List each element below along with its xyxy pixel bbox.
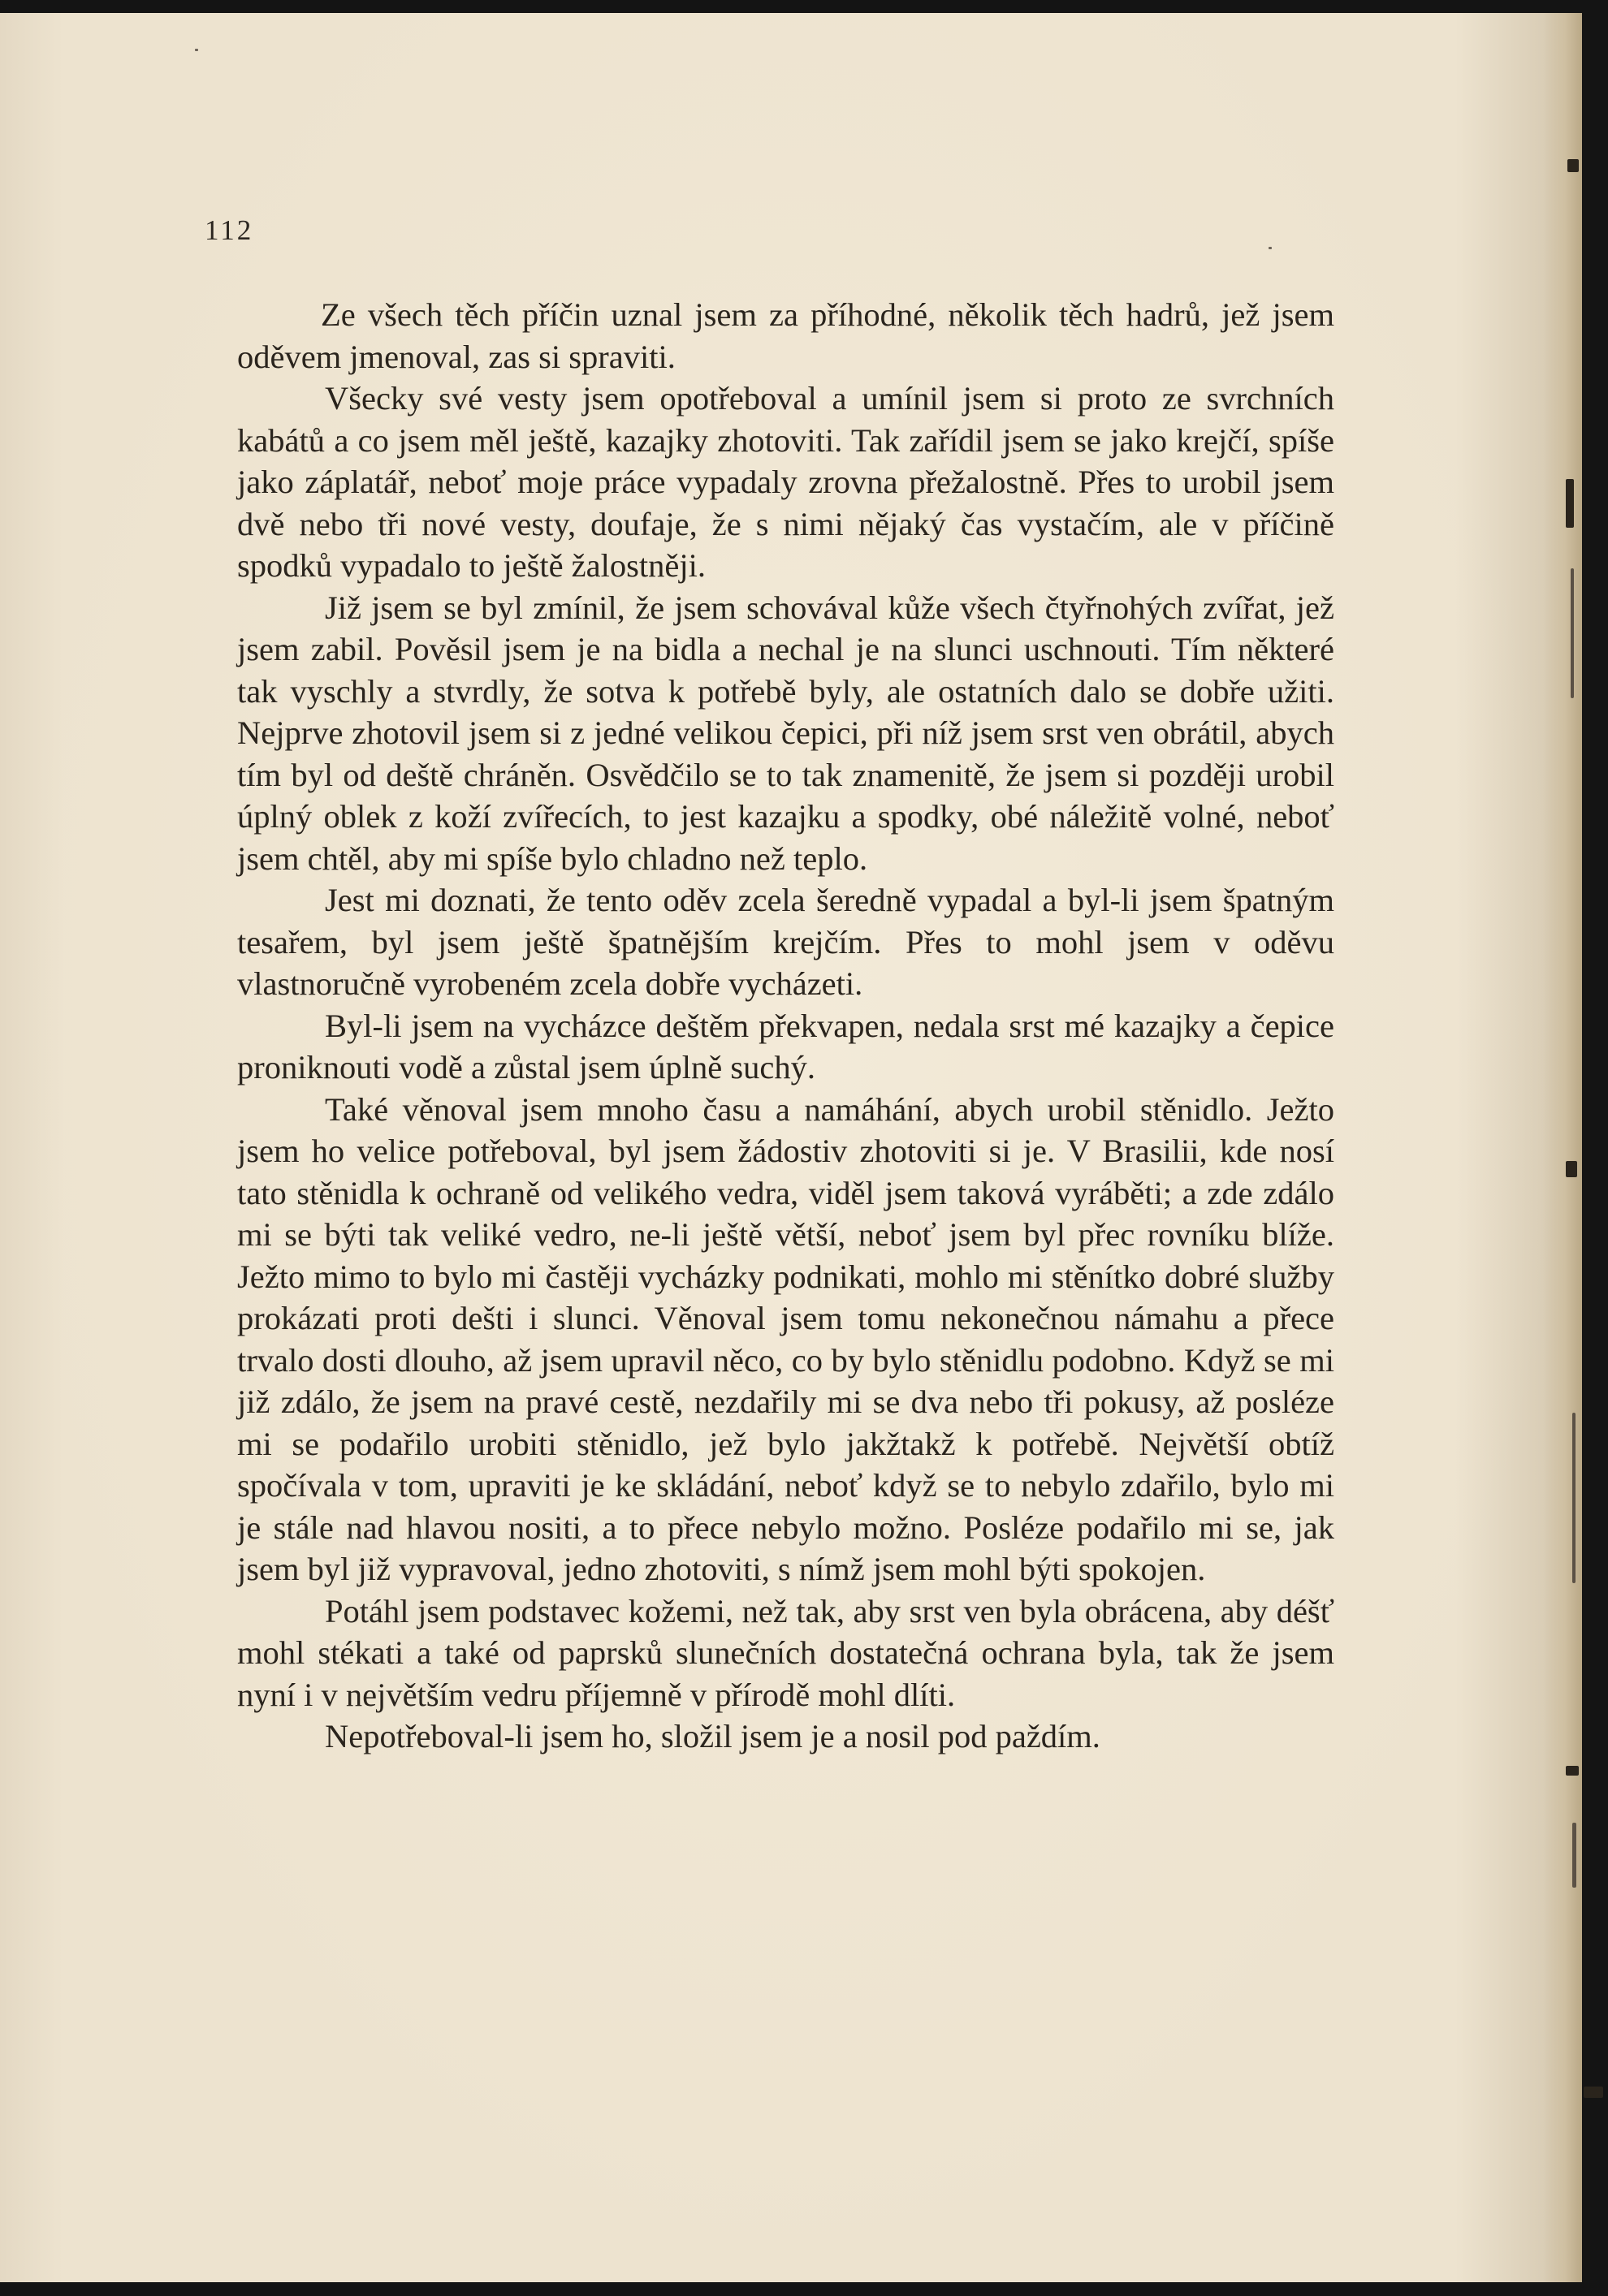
paragraph: Jest mi doznati, že tento oděv zcela šeredně vypadal a byl-li jsem špatným tesařem, byl jsem ještě špatnějším krejčím. Přes to mohl jsem v oděvu vlastnoručně vyrobeném zcela dobře vycházeti. (237, 882, 1334, 1002)
binding-mark (1566, 479, 1574, 528)
speck (1269, 247, 1272, 249)
page-edge-shadow (1543, 13, 1582, 2282)
paragraph: Všecky své vesty jsem opotřeboval a umínil jsem si proto ze svrchních kabátů a co jsem měl ještě, kazajky zhotoviti. Tak zařídil jsem se jako krejčí, spíše jako záplatář, neboť moje práce vypadaly zrovna přežalostně. Přes to urobil jsem dvě nebo tři nové vesty, doufaje, že s nimi nějaký čas vystačím, ale v příčině spodků vypadalo to ještě žalostněji. (237, 380, 1334, 584)
paragraph: Také věnoval jsem mnoho času a namáhání, abych urobil stěnidlo. Ježto jsem ho velice potřeboval, byl jsem žádostiv zhotoviti si je. V Brasilii, kde nosí tato stěnidla k ochraně od velikého vedra, viděl jsem taková vyráběti; a zde zdálo mi se býti tak veliké vedro, ne-li ještě větší, neboť jsem byl přec rovníku blíže. Ježto mimo to bylo mi častěji vycházky podnikati, mohlo mi stěnítko dobré služby prokázati proti dešti i slunci. Věnoval jsem tomu nekonečnou námahu a přece trvalo dosti dlouho, až jsem upravil něco, co by bylo stěnidlu podobno. Když se mi již zdálo, že jsem na pravé cestě, nezdařily mi se dva nebo tři pokusy, až posléze mi se podařilo urobiti stěnidlo, jež bylo jakžtakž k potřebě. Největší obtíž spočívala v tom, upraviti je ke skládání, neboť když se to nebylo zdařilo, bylo mi je stále nad hlavou nositi, a to přece nebylo možno. Posléze podařilo mi se, jak jsem byl již vypravoval, jedno zhotoviti, s nímž jsem mohl býti spokojen. (237, 1090, 1334, 1587)
page-number: 112 (205, 214, 254, 246)
binding-mark (1572, 1413, 1576, 1583)
paragraph: Ze všech těch příčin uznal jsem za příhodné, několik těch hadrů, jež jsem oděvem jmenoval, zas si spraviti. (237, 296, 1334, 375)
paragraph: Již jsem se byl zmínil, že jsem schovával kůže všech čtyřnohých zvířat, jež jsem zabil. Pověsil jsem je na bidla a nechal je na slunci uschnouti. Tím některé tak vyschly a stvrdly, že sotva k potřebě byly, ale ostatních dalo se dobře užiti. Nejprve zhotovil jsem si z jedné velikou čepici, při níž jsem srst ven obrátil, abych tím byl od deště chráněn. Osvědčilo se to tak znamenitě, že jsem si později urobil úplný oblek z koží zvířecích, to jest kazajku a spodky, obé náležitě volné, neboť jsem chtěl, aby mi spíše bylo chladno než teplo. (237, 589, 1334, 877)
paragraph: Potáhl jsem podstavec kožemi, než tak, aby srst ven byla obrácena, aby déšť mohl stékati a také od paprsků slunečních dostatečná ochrana byla, tak že jsem nyní i v největším vedru příjemně v přírodě mohl dlíti. (237, 1592, 1334, 1713)
body-text (237, 294, 1334, 1758)
speck (195, 49, 198, 51)
binding-mark (1566, 1766, 1579, 1776)
binding-mark (1572, 1823, 1576, 1888)
binding-mark (1567, 159, 1579, 172)
paragraph: Byl-li jsem na vycházce deštěm překvapen, nedala srst mé kazajky a čepice proniknouti vodě a zůstal jsem úplně suchý. (237, 1007, 1334, 1085)
binding-mark (1584, 2087, 1603, 2098)
binding-mark (1571, 568, 1574, 698)
book-page (0, 13, 1582, 2282)
paragraph: Nepotřeboval-li jsem ho, složil jsem je a nosil pod paždím. (325, 1718, 1100, 1754)
binding-mark (1566, 1161, 1577, 1177)
